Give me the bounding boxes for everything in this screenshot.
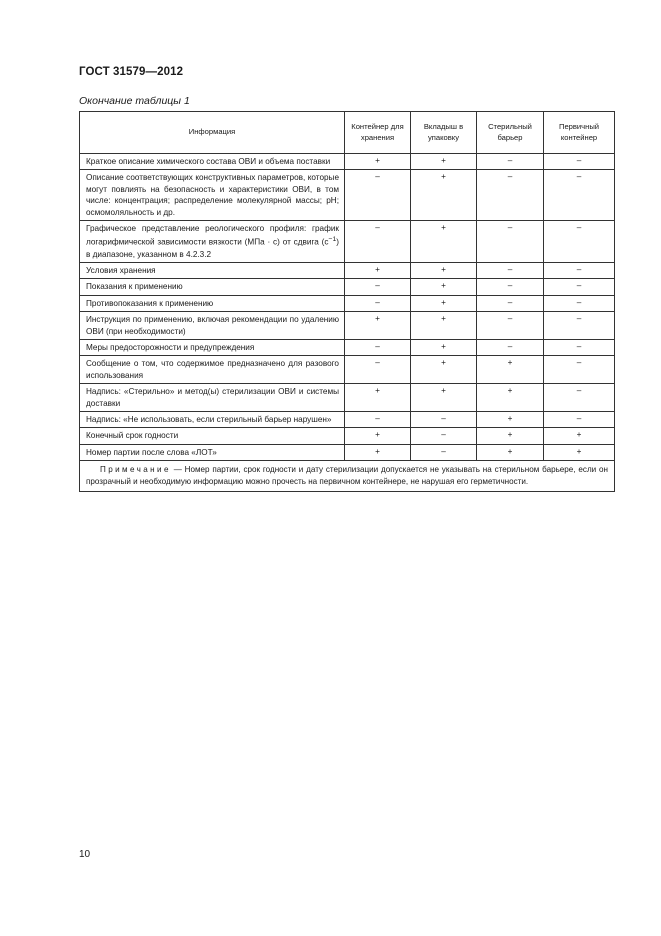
table-row xyxy=(80,384,615,412)
mark-primary-container: – xyxy=(544,279,615,295)
mark-sterile-barrier: – xyxy=(477,170,544,221)
table-row xyxy=(80,262,615,278)
mark-sterile-barrier: – xyxy=(477,340,544,356)
table-row xyxy=(80,428,615,444)
mark-primary-container: – xyxy=(544,221,615,263)
row-description: Краткое описание химического состава ОВИ и объема поставки xyxy=(80,154,345,170)
mark-primary-container: – xyxy=(544,262,615,278)
mark-primary-container: – xyxy=(544,340,615,356)
table-row xyxy=(80,154,615,170)
mark-storage-container: + xyxy=(345,428,411,444)
mark-package-insert: + xyxy=(411,279,477,295)
row-description: Конечный срок годности xyxy=(80,428,345,444)
mark-primary-container: – xyxy=(544,356,615,384)
row-description: Номер партии после слова «ЛОТ» xyxy=(80,444,345,460)
mark-package-insert: + xyxy=(411,312,477,340)
table-caption: Окончание таблицы 1 xyxy=(79,95,190,107)
row-description: Показания к применению xyxy=(80,279,345,295)
mark-storage-container: – xyxy=(345,170,411,221)
mark-primary-container: – xyxy=(544,412,615,428)
row-description: Надпись: «Не использовать, если стерильный барьер нарушен» xyxy=(80,412,345,428)
mark-package-insert: + xyxy=(411,384,477,412)
note-label: Примечание xyxy=(100,465,171,475)
column-header-package-insert: Вкладыш в упаковку xyxy=(411,112,477,154)
mark-storage-container: – xyxy=(345,340,411,356)
column-header-information: Информация xyxy=(80,112,345,154)
mark-package-insert: + xyxy=(411,170,477,221)
mark-storage-container: – xyxy=(345,412,411,428)
mark-storage-container: + xyxy=(345,262,411,278)
column-header-storage-container: Контейнер для хранения xyxy=(345,112,411,154)
row-description-part: Графическое представление реологического профиля: график логарифмической зависимости вязкости (МПа · с) от сдвига (с xyxy=(86,224,339,248)
mark-sterile-barrier: – xyxy=(477,312,544,340)
table-note xyxy=(80,461,615,492)
mark-sterile-barrier: + xyxy=(477,384,544,412)
mark-primary-container: – xyxy=(544,170,615,221)
row-description-part: ) в диапазоне, указанном в 4.2.3.2 xyxy=(86,238,339,259)
column-header-sterile-barrier: Стерильный барьер xyxy=(477,112,544,154)
table-row xyxy=(80,221,615,263)
mark-package-insert: + xyxy=(411,356,477,384)
requirements-table xyxy=(79,111,615,492)
row-description: Меры предосторожности и предупреждения xyxy=(80,340,345,356)
table-row xyxy=(80,356,615,384)
row-description: Условия хранения xyxy=(80,262,345,278)
table-row xyxy=(80,312,615,340)
mark-sterile-barrier: – xyxy=(477,221,544,263)
mark-sterile-barrier: – xyxy=(477,279,544,295)
mark-sterile-barrier: + xyxy=(477,444,544,460)
row-description-superscript: −1 xyxy=(328,236,337,244)
mark-storage-container: + xyxy=(345,384,411,412)
mark-sterile-barrier: + xyxy=(477,356,544,384)
mark-primary-container: + xyxy=(544,444,615,460)
mark-sterile-barrier: – xyxy=(477,262,544,278)
mark-storage-container: – xyxy=(345,295,411,311)
note-text: — Номер партии, срок годности и дату стерилизации допускается не указывать на стерильном барьере, если он прозрачный и необходимую информацию можно прочесть на первичном контейнере, не нарушая его герметичности. xyxy=(86,465,608,487)
mark-package-insert: + xyxy=(411,295,477,311)
mark-storage-container: + xyxy=(345,312,411,340)
table-header-row xyxy=(80,112,615,154)
column-header-primary-container: Первичный контейнер xyxy=(544,112,615,154)
mark-storage-container: – xyxy=(345,221,411,263)
table-row xyxy=(80,279,615,295)
table-row xyxy=(80,340,615,356)
mark-package-insert: + xyxy=(411,221,477,263)
mark-primary-container: – xyxy=(544,312,615,340)
mark-primary-container: + xyxy=(544,428,615,444)
mark-package-insert: + xyxy=(411,262,477,278)
table-row xyxy=(80,295,615,311)
mark-storage-container: – xyxy=(345,356,411,384)
mark-sterile-barrier: + xyxy=(477,428,544,444)
table-row xyxy=(80,412,615,428)
row-description: Сообщение о том, что содержимое предназначено для разового использования xyxy=(80,356,345,384)
table-row xyxy=(80,444,615,460)
mark-storage-container: + xyxy=(345,444,411,460)
row-description: Описание соответствующих конструктивных параметров, которые могут повлиять на безопасность и характеристики ОВИ, в том числе: концентрация; распределение молекулярной массы; pH; осмомоляльность и др. xyxy=(80,170,345,221)
page-number: 10 xyxy=(79,849,91,860)
mark-package-insert: + xyxy=(411,340,477,356)
mark-primary-container: – xyxy=(544,384,615,412)
row-description: Надпись: «Стерильно» и метод(ы) стерилизации ОВИ и системы доставки xyxy=(80,384,345,412)
mark-storage-container: + xyxy=(345,154,411,170)
row-description xyxy=(80,221,345,263)
mark-sterile-barrier: – xyxy=(477,295,544,311)
mark-sterile-barrier: + xyxy=(477,412,544,428)
mark-package-insert: – xyxy=(411,412,477,428)
mark-primary-container: – xyxy=(544,295,615,311)
mark-storage-container: – xyxy=(345,279,411,295)
row-description: Противопоказания к применению xyxy=(80,295,345,311)
mark-package-insert: + xyxy=(411,154,477,170)
mark-package-insert: – xyxy=(411,444,477,460)
document-header: ГОСТ 31579—2012 xyxy=(79,66,184,78)
mark-primary-container: – xyxy=(544,154,615,170)
mark-sterile-barrier: – xyxy=(477,154,544,170)
row-description: Инструкция по применению, включая рекомендации по удалению ОВИ (при необходимости) xyxy=(80,312,345,340)
table-note-row xyxy=(80,461,615,492)
mark-package-insert: – xyxy=(411,428,477,444)
table-row xyxy=(80,170,615,221)
